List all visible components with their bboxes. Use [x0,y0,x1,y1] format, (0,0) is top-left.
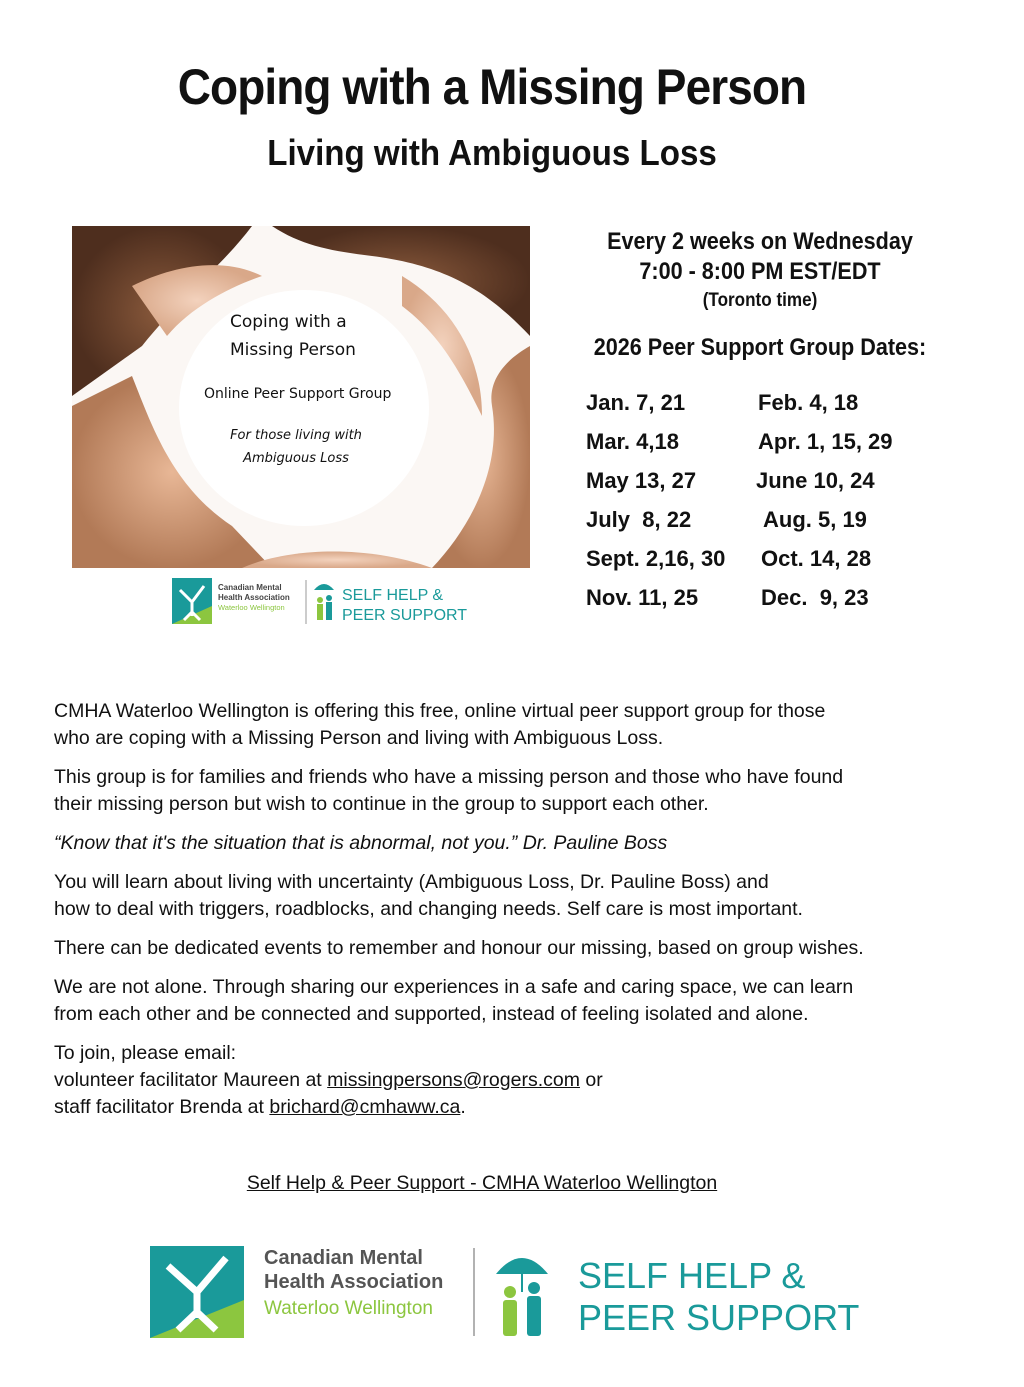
logo-text-cmha: Waterloo Wellington [264,1298,433,1319]
text-line: This group is for families and friends who have a missing person and those who have found [54,766,844,788]
dates-heading: 2026 Peer Support Group Dates: [593,334,927,361]
text-line: who are coping with a Missing Person and living with Ambiguous Loss. [54,727,664,749]
text-line: from each other and be connected and supported, instead of feeling isolated and alone. [54,1003,809,1025]
small-logo-text: PEER SUPPORT [342,607,468,624]
image-caption-line: Missing Person [230,340,356,360]
text-line: You will learn about living with uncertainty (Ambiguous Loss, Dr. Pauline Boss) and [54,871,769,893]
footer-link[interactable]: Self Help & Peer Support - CMHA Waterloo Wellington [246,1172,718,1194]
text-line: how to deal with triggers, roadblocks, and changing needs. Self care is most important. [54,898,803,920]
date-row [586,468,946,507]
person-icon [528,1282,540,1294]
text-line: their missing person but wish to continue in the group to support each other. [54,793,709,815]
meeting-time: 7:00 - 8:00 PM EST/EDT [639,258,881,285]
person-icon [504,1286,516,1298]
date-cell: Oct. 14, 28 [761,546,872,571]
image-caption-line: Ambiguous Loss [243,451,349,466]
image-caption-line: For those living with [230,428,362,443]
date-row [586,429,946,468]
date-cell: Sept. 2,16, 30 [586,546,726,571]
text-line: or [579,1069,603,1091]
date-cell: June 10, 24 [756,468,875,493]
small-logo-text: Waterloo Wellington [218,603,285,612]
image-caption-subtitle: Online Peer Support Group [204,386,392,402]
image-caption-line: Coping with a [230,312,347,332]
text-line: CMHA Waterloo Wellington is offering this free, online virtual peer support group for those [54,700,826,722]
image-caption-title [230,308,356,364]
text-line: volunteer facilitator Maureen at [54,1069,328,1091]
meeting-timezone: (Toronto time) [702,290,818,311]
text-line: To join, please email: [54,1042,237,1064]
date-row [586,585,946,624]
date-cell: Jan. 7, 21 [586,390,686,415]
date-cell: Mar. 4,18 [586,429,679,454]
cmha-self-help-logo [150,1240,860,1340]
date-cell: Apr. 1, 15, 29 [758,429,893,454]
small-cmha-logo [172,576,468,628]
date-row [586,546,946,585]
date-row [586,390,946,429]
paragraph [54,974,884,1028]
body-text [54,698,884,1133]
image-caption-note [210,424,382,470]
logo-text-cmha: Health Association [264,1271,444,1293]
text-line: We are not alone. Through sharing our experiences in a safe and caring space, we can learn [54,976,854,998]
date-cell: July 8, 22 [586,507,692,532]
logo-text-cmha: Canadian Mental [264,1247,423,1269]
hands-circle-image [72,226,530,568]
paragraph [54,764,884,818]
text-line: staff facilitator Brenda at [54,1096,270,1118]
logo-text-self-help: PEER SUPPORT [578,1297,860,1338]
date-cell: Nov. 11, 25 [586,585,699,610]
staff-email-link[interactable]: brichard@cmhaww.ca [269,1096,461,1118]
date-row [586,507,946,546]
small-logo-text: Canadian Mental [218,583,282,592]
quote: “Know that it's the situation that is abnormal, not you.” Dr. Pauline Boss [54,832,668,854]
date-cell: May 13, 27 [586,468,697,493]
paragraph [54,869,884,923]
volunteer-email-link[interactable]: missingpersons@rogers.com [327,1069,580,1091]
paragraph: There can be dedicated events to remember and honour our missing, based on group wishes. [54,937,864,959]
date-cell: Aug. 5, 19 [763,507,867,532]
dates-list [586,390,946,624]
join-paragraph [54,1040,884,1121]
schedule-block [575,228,945,362]
date-cell: Dec. 9, 23 [761,585,869,610]
text-line: . [460,1096,466,1118]
paragraph [54,698,884,752]
page-title: Coping with a Missing Person [177,59,807,115]
small-logo-text: SELF HELP & [342,587,444,604]
page-subtitle: Living with Ambiguous Loss [267,132,717,173]
logo-text-self-help: SELF HELP & [578,1255,806,1296]
date-cell: Feb. 4, 18 [758,390,859,415]
small-logo-text: Health Association [218,593,290,602]
meeting-frequency: Every 2 weeks on Wednesday [607,228,913,255]
